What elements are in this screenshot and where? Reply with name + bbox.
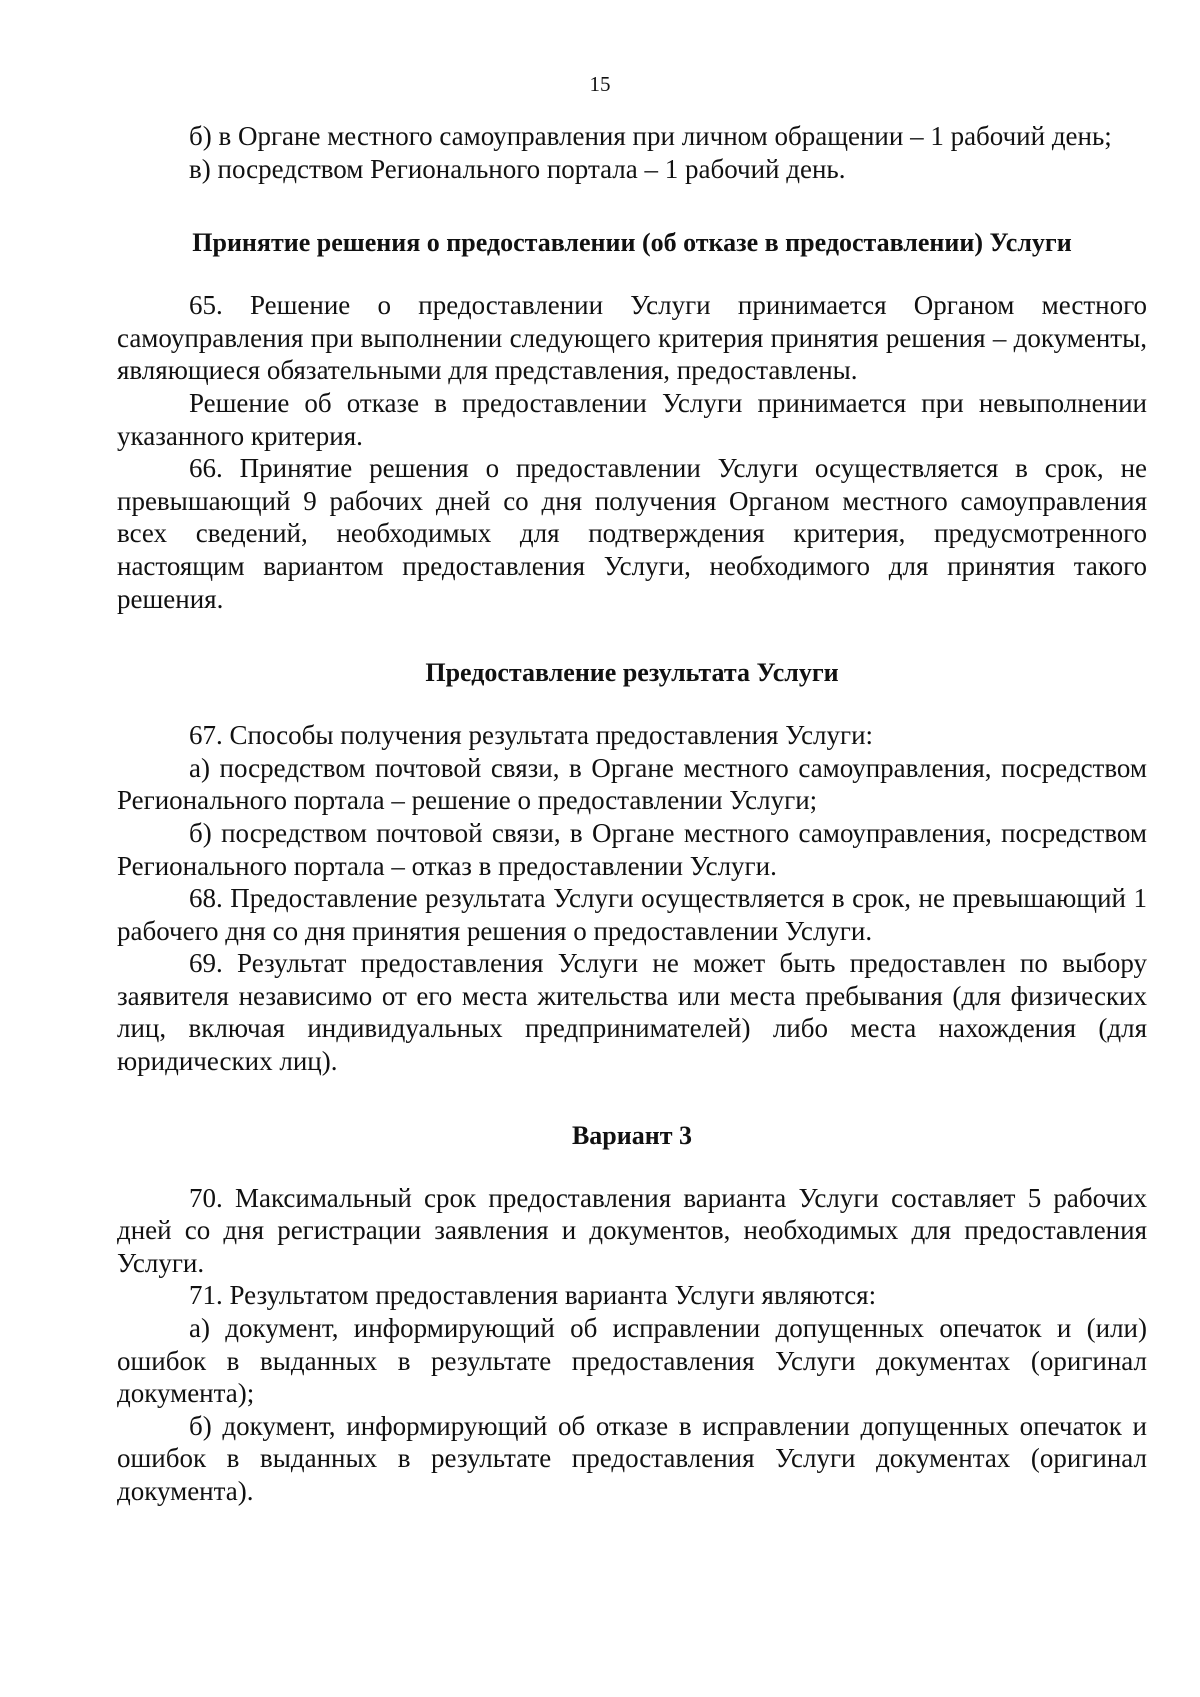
paragraph-65: 65. Решение о предоставлении Услуги принимается Органом местного самоуправления при выполнении следующего критерия принятия решения – документы, являющиеся обязательными для представления, предоставлены.	[117, 290, 1147, 386]
paragraph-71-item-b: б) документ, информирующий об отказе в исправлении допущенных опечаток и ошибок в выданных в результате предоставления Услуги документах (оригинал документа).	[117, 1410, 1147, 1506]
spacer	[117, 1078, 1147, 1120]
section-heading-result: Предоставление результата Услуги	[425, 658, 839, 688]
paragraph-70: 70. Максимальный срок предоставления варианта Услуги составляет 5 рабочих дней со дня регистрации заявления и документов, необходимых для предоставления Услуги.	[117, 1182, 1147, 1278]
paragraph-67: 67. Способы получения результата предоставления Услуги:	[189, 720, 874, 751]
section-heading-variant-3: Вариант 3	[571, 1120, 693, 1150]
paragraph-71: 71. Результатом предоставления варианта Услуги являются:	[189, 1280, 877, 1311]
paragraph-69: 69. Результат предоставления Услуги не может быть предоставлен по выбору заявителя независимо от его места жительства или места пребывания (для физических лиц, включая индивидуальных предпринимателей) либо места нахождения (для юридических лиц).	[117, 948, 1147, 1077]
paragraph-67-item-b: б) посредством почтовой связи, в Органе местного самоуправления, посредством Регионального портала – отказ в предоставлении Услуги.	[117, 817, 1147, 881]
paragraph-item-b-in-person: б) в Органе местного самоуправления при личном обращении – 1 рабочий день;	[189, 121, 1112, 151]
spacer	[117, 185, 1147, 227]
document-body	[117, 120, 1147, 1508]
spacer	[117, 615, 1147, 657]
section-heading-decision: Принятие решения о предоставлении (об отказе в предоставлении) Услуги	[192, 228, 1072, 258]
spacer	[117, 689, 1147, 719]
paragraph-67-item-a: а) посредством почтовой связи, в Органе местного самоуправления, посредством Регионального портала – решение о предоставлении Услуги;	[117, 752, 1147, 816]
paragraph-item-v-regional-portal: в) посредством Регионального портала – 1 рабочий день.	[189, 153, 846, 184]
paragraph-refusal-decision: Решение об отказе в предоставлении Услуги принимается при невыполнении указанного критерия.	[117, 387, 1147, 451]
paragraph-68: 68. Предоставление результата Услуги осуществляется в срок, не превышающий 1 рабочего дня со дня принятия решения о предоставлении Услуги.	[117, 883, 1147, 946]
spacer	[117, 1152, 1147, 1182]
page-number: 15	[589, 72, 611, 96]
spacer	[117, 259, 1147, 289]
paragraph-66: 66. Принятие решения о предоставлении Услуги осуществляется в срок, не превышающий 9 рабочих дней со дня получения Органом местного самоуправления всех сведений, необходимых для подтверждения критерия, предусмотренного настоящим вариантом предоставления Услуги, необходимого для принятия такого решения.	[117, 453, 1147, 614]
paragraph-71-item-a: а) документ, информирующий об исправлении допущенных опечаток и (или) ошибок в выданных в результате предоставления Услуги документах (оригинал документа);	[117, 1313, 1147, 1409]
